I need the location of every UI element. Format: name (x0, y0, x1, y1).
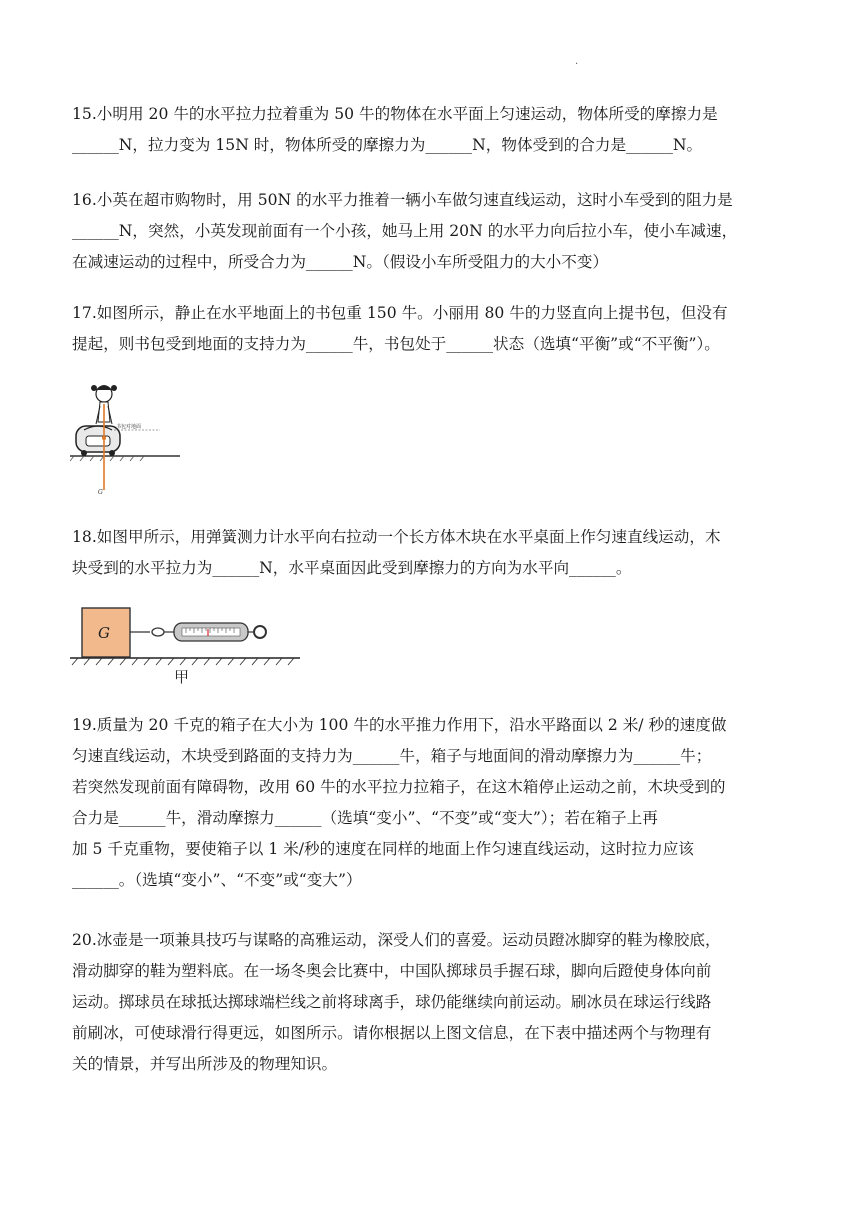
question-line: 16.小英在超市购物时，用 50N 的水平力推着一辆小车做匀速直线运动，这时小车受到的阻力是 (72, 191, 733, 209)
question-15 (72, 99, 792, 161)
question-17 (72, 298, 792, 360)
question-line: 19.质量为 20 千克的箱子在大小为 100 牛的水平推力作用下，沿水平路面以 2 米/ 秒的速度做 (72, 716, 727, 734)
table-hatch (72, 658, 294, 665)
question-line: ______N，突然，小英发现前面有一个小孩，她马上用 20N 的水平力向后拉小车，使小车减速， (72, 222, 738, 240)
tag-text: 书包对地面 (116, 424, 142, 430)
question-20 (72, 925, 792, 1080)
schoolbag-figure (70, 378, 190, 498)
pull-ring (254, 626, 266, 638)
question-line: 20.冰壶是一项兼具技巧与谋略的高雅运动，深受人们的喜爱。运动员蹬冰脚穿的鞋为橡胶底， (72, 931, 721, 949)
question-line: 滑动脚穿的鞋为塑料底。在一场冬奥会比赛中，中国队掷球员手握石球，脚向后蹬使身体向前 (72, 962, 712, 980)
question-line: 关的情景，并写出所涉及的物理知识。 (72, 1055, 338, 1073)
question-line: 若突然发现前面有障碍物，改用 60 牛的水平拉力拉箱子，在这木箱停止运动之前，木块受到的 (72, 778, 726, 796)
weight-point-label: G (98, 489, 103, 496)
question-line: 块受到的水平拉力为______N，水平桌面因此受到摩擦力的方向为水平向______。 (72, 559, 632, 577)
question-line: 提起，则书包受到地面的支持力为______牛，书包处于______状态（选填“平衡”或“不平衡”）。 (72, 335, 720, 353)
spring-scale-figure (70, 605, 310, 687)
question-18 (72, 522, 792, 584)
block-label: G (98, 624, 110, 642)
question-line: 加 5 千克重物，要使箱子以 1 米/秒的速度在同样的地面上作匀速直线运动，这时拉力应该 (72, 840, 694, 858)
question-line: 18.如图甲所示，用弹簧测力计水平向右拉动一个长方体木块在水平桌面上作匀速直线运动，木 (72, 528, 721, 546)
hook (152, 628, 164, 636)
spring-scale-illustration (70, 605, 310, 687)
question-19 (72, 710, 792, 896)
question-16 (72, 185, 792, 278)
header-mark: . (575, 56, 579, 67)
question-line: 15.小明用 20 牛的水平拉力拉着重为 50 牛的物体在水平面上匀速运动，物体所受的摩擦力是 (72, 105, 718, 123)
question-line: ______。（选填“变小”、“不变”或“变大”） (72, 871, 362, 889)
question-line: 前刷冰，可使球滑行得更远，如图所示。请你根据以上图文信息，在下表中描述两个与物理有 (72, 1024, 712, 1042)
question-line: 匀速直线运动，木块受到路面的支持力为______牛，箱子与地面间的滑动摩擦力为______牛； (72, 747, 712, 765)
question-line: 在减速运动的过程中，所受合力为______N。（假设小车所受阻力的大小不变） (72, 253, 609, 271)
question-line: 17.如图所示，静止在水平地面上的书包重 150 牛。小丽用 80 牛的力竖直向上提书包，但没有 (72, 304, 728, 322)
girl-hair (96, 385, 112, 390)
schoolbag-illustration (70, 378, 190, 498)
question-line: 合力是______牛，滑动摩擦力______（选填“变小”、“不变”或“变大”）；若在箱子上再 (72, 809, 658, 827)
question-line: 运动。掷球员在球抵达掷球端栏线之前将球离手，球仍能继续向前运动。刷冰员在球运行线路 (72, 993, 712, 1011)
figure-caption: 甲 (174, 668, 190, 686)
question-line: ______N，拉力变为 15N 时，物体所受的摩擦力为______N，物体受到的合力是______N。 (72, 136, 703, 154)
